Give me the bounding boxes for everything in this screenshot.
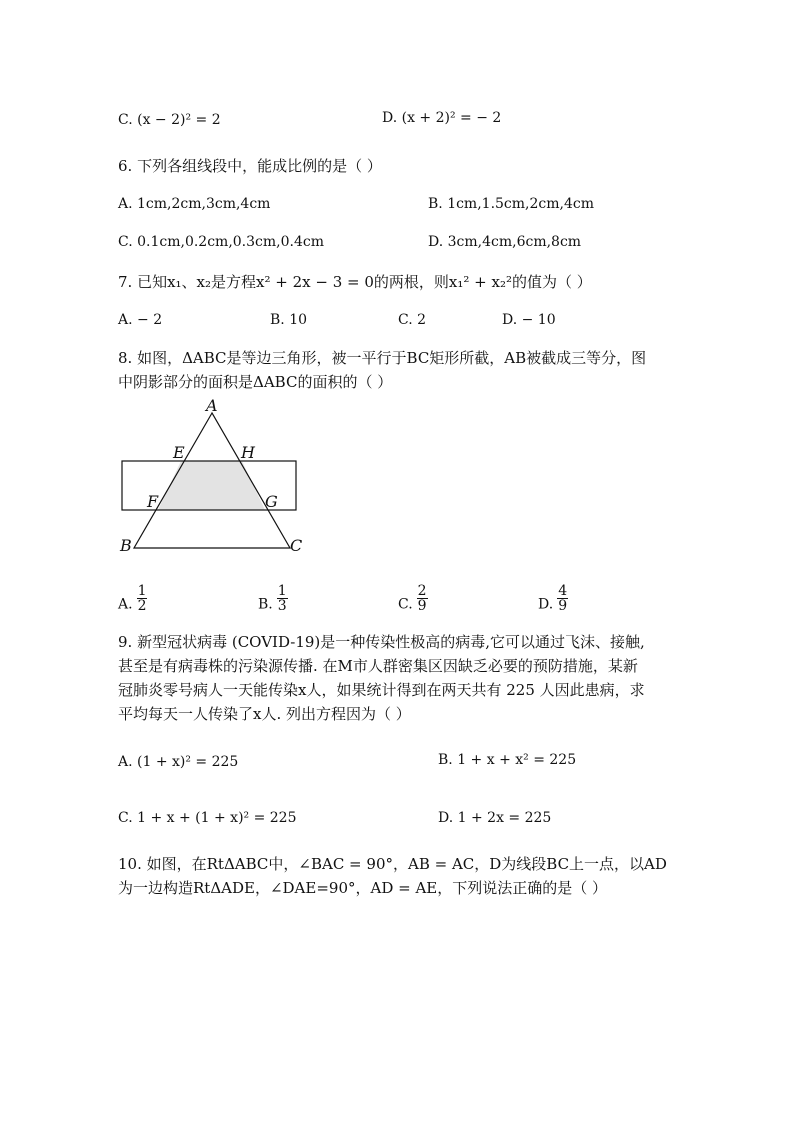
q8-label-h: H	[241, 443, 255, 462]
q8-option-a-numerator: 1	[137, 583, 147, 599]
q8-option-a-denominator: 2	[137, 598, 147, 614]
q5-option-d: D. (x + 2)² = − 2	[382, 110, 502, 126]
q8-stem-line1: 8. 如图，ΔABC是等边三角形，被一平行于BC矩形所截，AB被截成三等分，图	[118, 349, 647, 367]
q9-option-d: D. 1 + 2x = 225	[438, 810, 552, 826]
q8-option-c-denominator: 9	[417, 598, 427, 614]
q8-option-d	[538, 583, 568, 619]
q8-option-d-denominator: 9	[558, 598, 568, 614]
q8-option-d-fraction	[557, 584, 568, 613]
q8-label-b: B	[120, 536, 132, 555]
q8-option-b-numerator: 1	[277, 583, 287, 599]
q8-option-d-numerator: 4	[558, 583, 568, 599]
q6-stem: 6. 下列各组线段中，能成比例的是（ ）	[118, 157, 382, 175]
q6-option-a: A. 1cm,2cm,3cm,4cm	[118, 196, 271, 212]
q6-option-d: D. 3cm,4cm,6cm,8cm	[428, 234, 582, 250]
q8-option-c	[398, 583, 428, 619]
q6-option-b: B. 1cm,1.5cm,2cm,4cm	[428, 196, 594, 212]
q7-option-c: C. 2	[398, 312, 427, 328]
q9-option-c: C. 1 + x + (1 + x)² = 225	[118, 810, 297, 826]
q6-option-c: C. 0.1cm,0.2cm,0.3cm,0.4cm	[118, 234, 324, 250]
q8-label-a: A	[206, 396, 218, 415]
q8-option-b-denominator: 3	[277, 598, 287, 614]
q8-label-g: G	[265, 492, 278, 511]
q8-label-c: C	[290, 536, 303, 555]
q9-option-b: B. 1 + x + x² = 225	[438, 752, 577, 768]
q7-option-d: D. − 10	[502, 312, 556, 328]
q8-option-c-numerator: 2	[417, 583, 427, 599]
q8-option-b	[258, 583, 288, 619]
q9-option-a: A. (1 + x)² = 225	[118, 754, 239, 770]
q10-stem-line2: 为一边构造RtΔADE，∠DAE=90°，AD = AE，下列说法正确的是（ ）	[118, 879, 608, 897]
q8-option-c-prefix: C.	[398, 596, 413, 613]
q9-stem-line1: 9. 新型冠状病毒 (COVID-19)是一种传染性极高的病毒,它可以通过飞沫、接触,	[118, 633, 645, 651]
q9-stem-line2: 甚至是有病毒株的污染源传播. 在M市人群密集区因缺乏必要的预防措施，某新	[118, 657, 638, 675]
q8-figure	[110, 395, 320, 560]
q8-option-b-fraction	[277, 584, 288, 613]
q7-option-b: B. 10	[270, 312, 308, 328]
q7-option-a: A. − 2	[118, 312, 163, 328]
q9-stem-line4: 平均每天一人传染了x人. 列出方程因为（ ）	[118, 705, 411, 723]
q8-option-a-fraction	[137, 584, 148, 613]
q8-stem-line2: 中阴影部分的面积是ΔABC的面积的（ ）	[118, 373, 393, 391]
q8-label-f: F	[147, 492, 159, 511]
q8-option-a-prefix: A.	[118, 596, 133, 613]
q7-stem: 7. 已知x₁、x₂是方程x² + 2x − 3 = 0的两根，则x₁² + x₂²的值为（ ）	[118, 273, 592, 291]
q8-option-d-prefix: D.	[538, 596, 554, 613]
q5-option-c: C. (x − 2)² = 2	[118, 112, 221, 128]
q8-option-c-fraction	[417, 584, 428, 613]
q8-option-a	[118, 583, 147, 619]
q10-stem-line1: 10. 如图，在RtΔABC中，∠BAC = 90°，AB = AC，D为线段BC上一点，以AD	[118, 855, 667, 873]
q8-shaded-region	[158, 461, 265, 510]
q8-option-b-prefix: B.	[258, 596, 273, 613]
q9-stem-line3: 冠肺炎零号病人一天能传染x人，如果统计得到在两天共有 225 人因此患病，求	[118, 681, 645, 699]
q8-label-e: E	[173, 443, 185, 462]
